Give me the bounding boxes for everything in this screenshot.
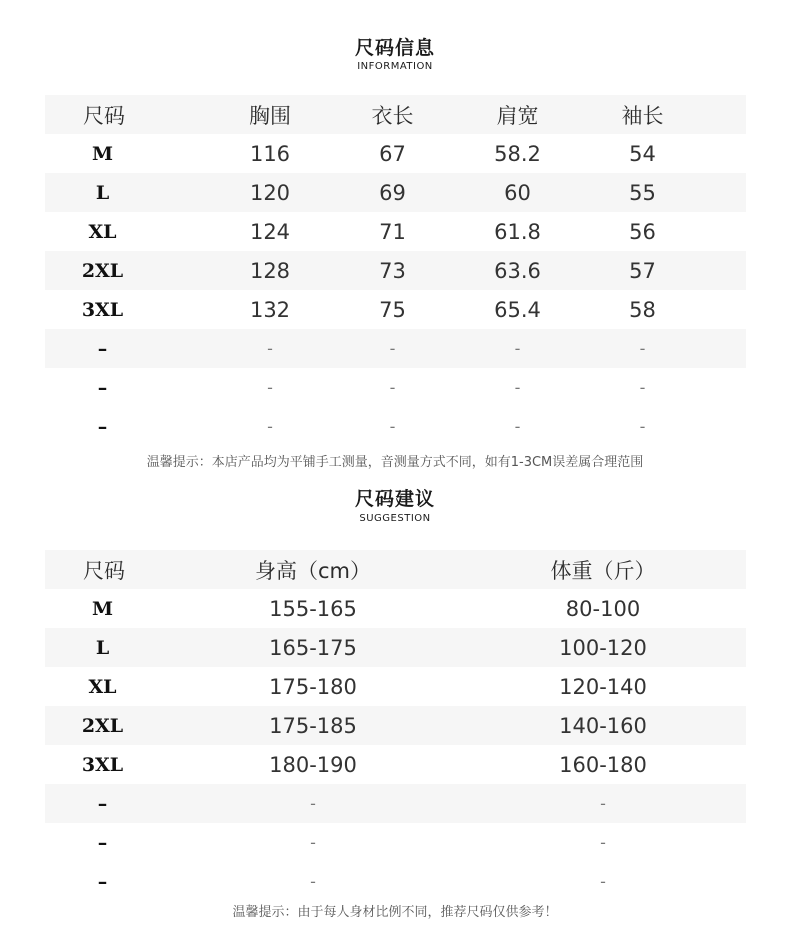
measurement-note: 温馨提示：本店产品均为平铺手工测量，音测量方式不同，如有1-3CM误差属合理范围: [146, 455, 644, 470]
height-cell: -: [310, 794, 316, 813]
suggestion-title: 尺码建议: [354, 488, 435, 510]
table-row: [45, 173, 746, 212]
table-row: [45, 667, 746, 706]
table-row: [45, 862, 746, 901]
chest-cell: -: [267, 417, 273, 436]
table-row: [45, 134, 746, 173]
table-row: [45, 251, 746, 290]
header-cell-size: 尺码: [83, 558, 125, 583]
size-cell: M: [91, 142, 114, 165]
table-row: [45, 823, 746, 862]
table-row: [45, 368, 746, 407]
height-cell: 175-180: [269, 674, 357, 699]
header-cell-chest: 胸围: [249, 103, 291, 128]
table-row: [45, 784, 746, 823]
shoulder-cell: 65.4: [494, 297, 541, 322]
table-row: [45, 706, 746, 745]
table-row: [45, 290, 746, 329]
length-cell: 69: [379, 180, 406, 205]
sleeve-cell: 58: [629, 297, 656, 322]
header-cell-height: 身高（cm）: [254, 558, 371, 583]
table-row: [45, 628, 746, 667]
size-cell: –: [97, 337, 108, 360]
shoulder-cell: -: [514, 417, 521, 436]
length-cell: -: [389, 378, 396, 397]
chest-cell: 132: [249, 297, 291, 322]
sleeve-cell: 54: [629, 141, 656, 166]
sleeve-cell: 57: [629, 258, 656, 283]
length-cell: 73: [379, 258, 406, 283]
table-row: [45, 329, 746, 368]
length-cell: 71: [379, 219, 406, 244]
size-cell: –: [97, 415, 108, 438]
chest-cell: -: [267, 339, 273, 358]
info-title: 尺码信息: [354, 37, 435, 59]
size-cell: –: [97, 376, 108, 399]
table-row: [45, 589, 746, 628]
length-cell: -: [389, 417, 396, 436]
chest-cell: -: [267, 378, 273, 397]
table-row: [45, 212, 746, 251]
shoulder-cell: -: [514, 378, 521, 397]
weight-cell: -: [600, 833, 606, 852]
size-cell: 2XL: [81, 714, 124, 737]
header-cell-shoulder: 肩宽: [496, 103, 539, 128]
weight-cell: 100-120: [559, 635, 647, 660]
header-cell-length: 衣长: [371, 103, 414, 128]
weight-cell: -: [600, 794, 606, 813]
chest-cell: 116: [249, 141, 291, 166]
weight-cell: 80-100: [565, 596, 641, 621]
header-cell-sleeve: 袖长: [621, 103, 664, 128]
length-cell: 75: [379, 297, 406, 322]
chest-cell: 124: [249, 219, 291, 244]
weight-cell: 120-140: [559, 674, 647, 699]
height-cell: 175-185: [269, 713, 357, 738]
length-cell: -: [389, 339, 396, 358]
height-cell: 155-165: [269, 596, 357, 621]
info-subtitle: INFORMATION: [357, 61, 433, 72]
size-cell: M: [91, 597, 114, 620]
height-cell: -: [310, 872, 316, 891]
shoulder-cell: -: [514, 339, 521, 358]
suggestion-note: 温馨提示：由于每人身材比例不同，推荐尺码仅供参考！: [232, 905, 558, 920]
sleeve-cell: -: [639, 339, 646, 358]
header-cell-size: 尺码: [83, 103, 125, 128]
weight-cell: -: [600, 872, 606, 891]
shoulder-cell: 63.6: [494, 258, 541, 283]
size-cell: –: [97, 792, 108, 815]
size-cell: 2XL: [81, 259, 124, 282]
chest-cell: 120: [249, 180, 291, 205]
shoulder-cell: 60: [504, 180, 531, 205]
height-cell: 165-175: [269, 635, 357, 660]
sleeve-cell: 55: [629, 180, 656, 205]
size-cell: XL: [88, 675, 117, 698]
sleeve-cell: -: [639, 417, 646, 436]
size-suggestion-table: [45, 550, 746, 901]
chest-cell: 128: [249, 258, 291, 283]
sleeve-cell: -: [639, 378, 646, 397]
size-cell: XL: [88, 220, 117, 243]
sleeve-cell: 56: [629, 219, 656, 244]
table-row: [45, 745, 746, 784]
suggestion-subtitle: SUGGESTION: [359, 513, 431, 524]
header-cell-weight: 体重（斤）: [550, 558, 656, 583]
table-row: [45, 407, 746, 446]
weight-cell: 160-180: [559, 752, 647, 777]
shoulder-cell: 61.8: [494, 219, 541, 244]
size-cell: –: [97, 831, 108, 854]
height-cell: 180-190: [269, 752, 357, 777]
size-cell: 3XL: [81, 298, 124, 321]
size-info-table: [45, 95, 746, 446]
shoulder-cell: 58.2: [494, 141, 541, 166]
size-cell: L: [95, 181, 110, 204]
size-cell: –: [97, 870, 108, 893]
size-cell: 3XL: [81, 753, 124, 776]
size-cell: L: [95, 636, 110, 659]
weight-cell: 140-160: [559, 713, 647, 738]
length-cell: 67: [379, 141, 406, 166]
table-header-row: [45, 95, 746, 134]
table-header-row: [45, 550, 746, 589]
height-cell: -: [310, 833, 316, 852]
